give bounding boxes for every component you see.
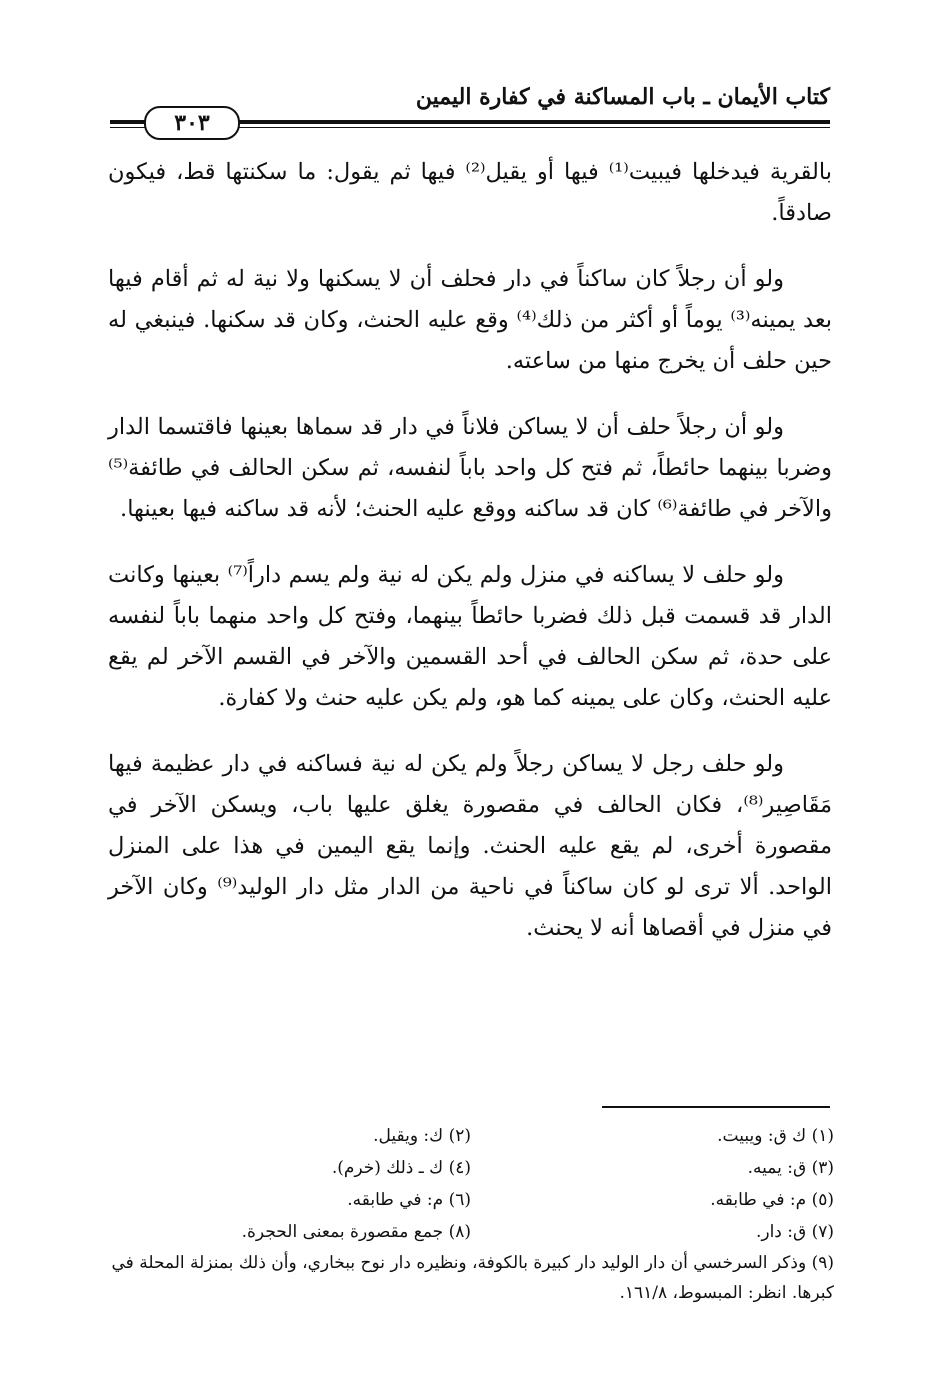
footnote-separator (602, 1106, 830, 1108)
footnote-row (108, 1216, 834, 1248)
paragraph-1: بالقرية فيدخلها فيبيت⁽¹⁾ فيها أو يقيل⁽²⁾ فيها ثم يقول: ما سكنتها قط، فيكون صادقاً. (108, 159, 832, 226)
paragraph-4: ولو حلف لا يساكنه في منزل ولم يكن له نية ولم يسم داراً⁽⁷⁾ بعينها وكانت الدار قد قسمت قبل ذلك فضربا حائطاً بينهما، وفتح كل واحد منهما باباً لنفسه على حدة، ثم سكن الحالف في أحد القسمين والآخر في القسم الآخر لم يقع عليه الحنث، وكان على يمينه كما هو، ولم يكن عليه حنث ولا كفارة. (108, 562, 832, 711)
footnote-row (108, 1184, 834, 1216)
page-number: ٣٠٣ (144, 106, 240, 140)
footnote-3: (٣) ق: يميه. (747, 1158, 834, 1178)
footnotes (108, 1120, 834, 1308)
paragraph-3: ولو أن رجلاً حلف أن لا يساكن فلاناً في دار قد سماها بعينها فاقتسما الدار وضربا بينهما حائطاً، ثم فتح كل واحد باباً لنفسه، ثم سكن الحالف في طائفة⁽⁵⁾ والآخر في طائفة⁽⁶⁾ كان قد ساكنه ووقع عليه الحنث؛ لأنه قد ساكنه فيها بعينها. (108, 414, 832, 522)
footnote-4: (٤) ك ـ ذلك (خرم). (331, 1158, 471, 1178)
paragraph-5: ولو حلف رجل لا يساكن رجلاً ولم يكن له نية فساكنه في دار عظيمة فيها مَقَاصِير⁽⁸⁾، فكان الحالف في مقصورة يغلق عليها باب، ويسكن الآخر في مقصورة أخرى، لم يقع عليه الحنث. وإنما يقع اليمين في هذا على المنزل الواحد. ألا ترى لو كان ساكناً في ناحية من الدار مثل دار الوليد⁽⁹⁾ وكان الآخر في منزل في أقصاها أنه لا يحنث. (108, 751, 832, 941)
page-header (110, 84, 830, 136)
body-text (108, 152, 832, 974)
footnote-8: (٨) جمع مقصورة بمعنى الحجرة. (241, 1222, 471, 1242)
footnote-row (108, 1152, 834, 1184)
footnote-1: (١) ك ق: ويبيت. (717, 1126, 834, 1146)
footnote-6: (٦) م: في طابقه. (347, 1190, 471, 1210)
running-title: كتاب الأيمان ـ باب المساكنة في كفارة اليمين (415, 84, 830, 110)
paragraph-2: ولو أن رجلاً كان ساكناً في دار فحلف أن لا يسكنها ولا نية له ثم أقام فيها بعد يمينه⁽³⁾ يوماً أو أكثر من ذلك⁽⁴⁾ وقع عليه الحنث، وكان قد سكنها. فينبغي له حين حلف أن يخرج منها من ساعته. (108, 266, 832, 374)
footnote-row (108, 1120, 834, 1152)
footnote-5: (٥) م: في طابقه. (710, 1190, 834, 1210)
footnote-2: (٢) ك: ويقيل. (373, 1126, 471, 1146)
footnote-7: (٧) ق: دار. (755, 1222, 834, 1242)
footnote-9: (٩) وذكر السرخسي أن دار الوليد دار كبيرة بالكوفة، ونظيره دار نوح ببخاري، وأن ذلك بمنزلة المحلة في كبرها. انظر: المبسوط، ١٦١/٨. (111, 1253, 834, 1303)
